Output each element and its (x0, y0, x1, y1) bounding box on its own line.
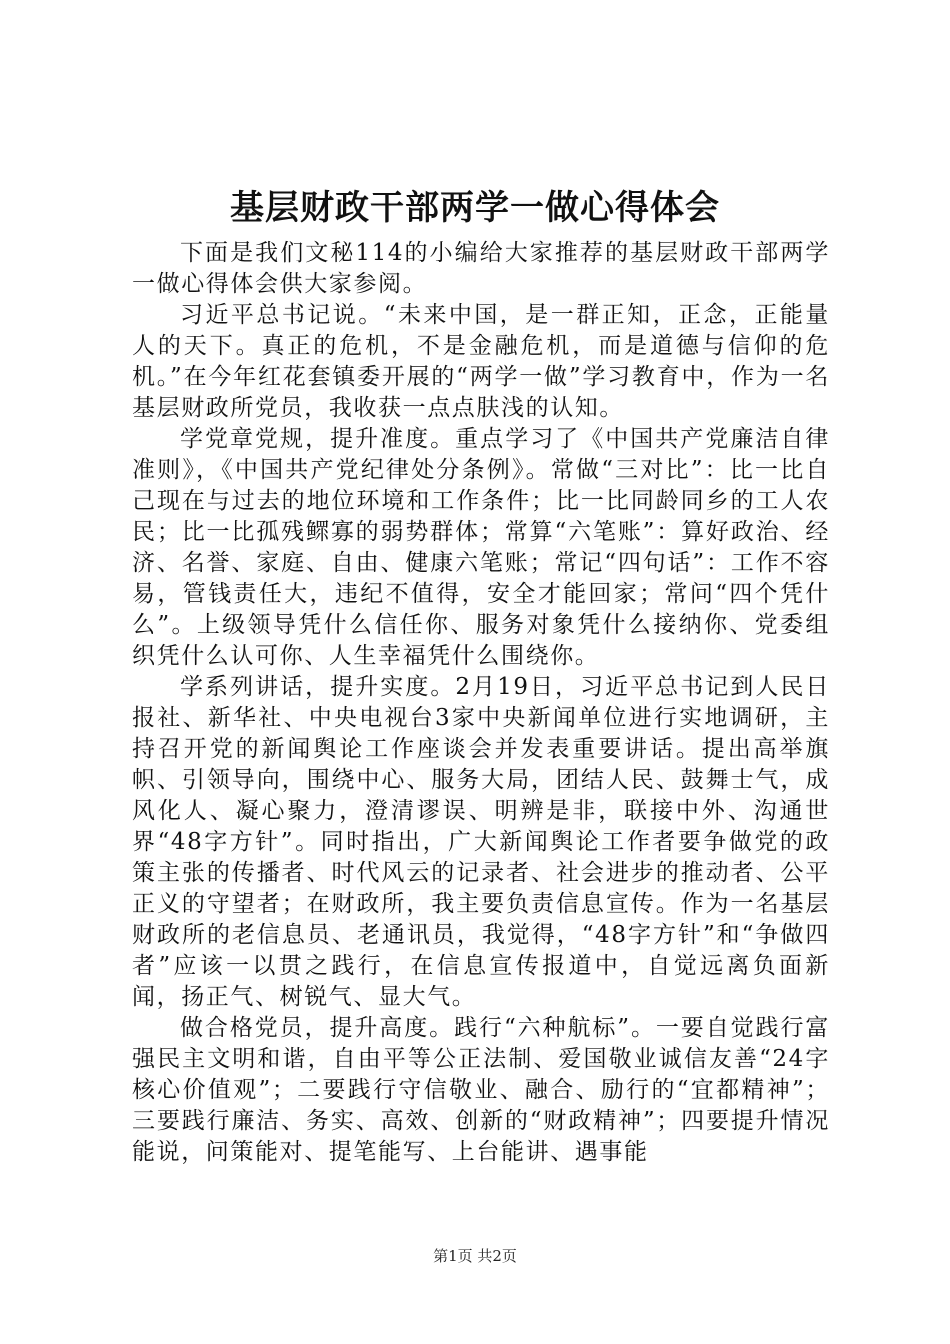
document-body (132, 238, 830, 1168)
paragraph-qualified-member: 做合格党员，提升高度。践行“六种航标”。一要自觉践行富强民主文明和谐，自由平等公正法制、爱国敬业诚信友善“24字核心价值观”；二要践行守信敬业、融合、励行的“宜都精神”；三要践行廉洁、务实、高效、创新的“财政精神”；四要提升情况能说，问策能对、提笔能写、上台能讲、遇事能 (132, 1015, 830, 1165)
document-title: 基层财政干部两学一做心得体会 (230, 188, 720, 228)
paragraph-party-rules: 学党章党规，提升准度。重点学习了《中国共产党廉洁自律准则》，《中国共产党纪律处分条例》。常做“三对比”：比一比自己现在与过去的地位环境和工作条件；比一比同龄同乡的工人农民；比一比孤残鳏寡的弱势群体；常算“六笔账”：算好政治、经济、名誉、家庭、自由、健康六笔账；常记“四句话”：工作不容易，管钱责任大，违纪不值得，安全才能回家；常问“四个凭什么”。上级领导凭什么信任你、服务对象凭什么接纳你、党委组织凭什么认可你、人生幸福凭什么围绕你。 (132, 426, 830, 669)
paragraph-quote: 习近平总书记说。“未来中国，是一群正知，正念，正能量人的天下。真正的危机，不是金融危机，而是道德与信仰的危机。”在今年红花套镇委开展的“两学一做”学习教育中，作为一名基层财政所党员，我收获一点点肤浅的认知。 (132, 302, 830, 421)
paragraph-intro: 下面是我们文秘114的小编给大家推荐的基层财政干部两学一做心得体会供大家参阅。 (132, 240, 830, 297)
page-number-footer: 第1页 共2页 (433, 1247, 517, 1265)
paragraph-speeches: 学系列讲话，提升实度。2月19日，习近平总书记到人民日报社、新华社、中央电视台3家中央新闻单位进行实地调研，主持召开党的新闻舆论工作座谈会并发表重要讲话。提出高举旗帜、引领导向，围绕中心、服务大局，团结人民、鼓舞士气，成风化人、凝心聚力，澄清谬误、明辨是非，联接中外、沟通世界“48字方针”。同时指出，广大新闻舆论工作者要争做党的政策主张的传播者、时代风云的记录者、社会进步的推动者、公平正义的守望者；在财政所，我主要负责信息宣传。作为一名基层财政所的老信息员、老通讯员，我觉得，“48字方针”和“争做四者”应该一以贯之践行，在信息宣传报道中，自觉远离负面新闻，扬正气、树锐气、显大气。 (132, 674, 830, 1010)
